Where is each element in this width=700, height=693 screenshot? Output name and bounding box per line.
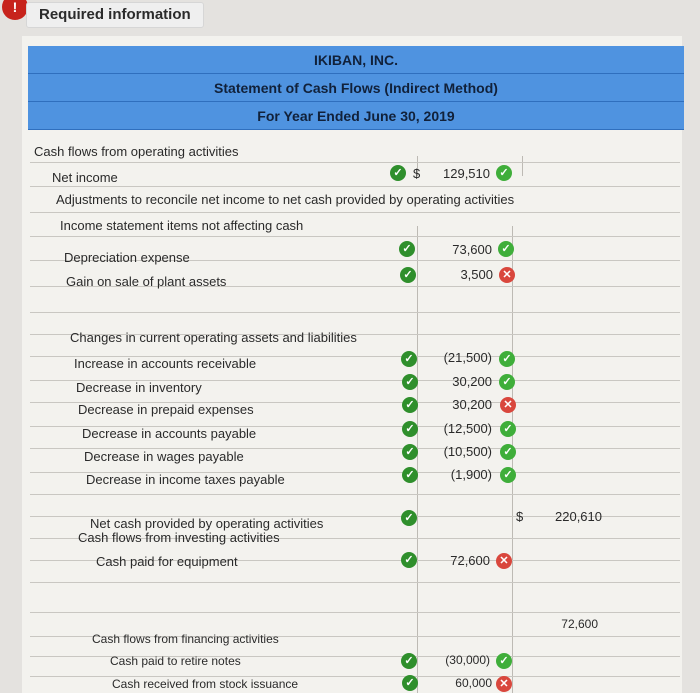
table-row	[30, 286, 680, 313]
table-row	[30, 236, 680, 265]
check-icon: ✓	[499, 374, 515, 390]
check-icon: ✓	[500, 467, 516, 483]
financing-section-title: Cash flows from financing activities	[92, 632, 279, 646]
check-icon: ✓	[498, 241, 514, 257]
wages-value[interactable]: (10,500)	[443, 444, 492, 459]
net-income-value[interactable]: 129,510	[443, 166, 490, 181]
net-income-dollar: $	[413, 166, 421, 181]
check-icon: ✓	[401, 351, 417, 367]
check-icon: ✓	[400, 267, 416, 283]
changes-label: Changes in current operating assets and liabilities	[70, 330, 357, 345]
stock-issuance-value[interactable]: 60,000	[455, 676, 492, 690]
statement-period: For Year Ended June 30, 2019	[28, 102, 684, 130]
check-icon: ✓	[399, 241, 415, 257]
table-row	[30, 260, 680, 287]
table-row	[30, 162, 680, 187]
equipment-label: Cash paid for equipment	[96, 554, 238, 569]
depreciation-value[interactable]: 73,600	[452, 242, 492, 257]
net-operating-label: Net cash provided by operating activities	[90, 516, 324, 531]
check-icon: ✓	[496, 165, 512, 181]
check-icon: ✓	[402, 421, 418, 437]
check-icon: ✓	[499, 351, 515, 367]
check-icon: ✓	[496, 653, 512, 669]
wages-label: Decrease in wages payable	[84, 449, 244, 464]
table-row	[30, 397, 680, 427]
retire-notes-value[interactable]: (30,000)	[445, 653, 490, 667]
table-row	[30, 374, 680, 403]
operating-section-title: Cash flows from operating activities	[34, 144, 239, 159]
retire-notes-label: Cash paid to retire notes	[110, 654, 241, 668]
table-row	[30, 140, 680, 163]
net-operating-value[interactable]: 220,610	[555, 509, 602, 524]
check-icon: ✓	[401, 552, 417, 568]
table-row	[30, 330, 680, 357]
gain-label: Gain on sale of plant assets	[66, 274, 227, 289]
table-row	[30, 186, 680, 213]
x-icon: ✕	[496, 676, 512, 692]
required-info-banner	[0, 0, 700, 40]
alert-icon: !	[2, 0, 28, 20]
check-icon: ✓	[401, 653, 417, 669]
equipment-value[interactable]: 72,600	[450, 553, 490, 568]
income-items-label: Income statement items not affecting cash	[60, 218, 304, 233]
check-icon: ✓	[500, 444, 516, 460]
x-icon: ✕	[496, 553, 512, 569]
statement-title: Statement of Cash Flows (Indirect Method)	[28, 74, 684, 102]
table-row	[30, 212, 680, 237]
x-icon: ✕	[499, 267, 515, 283]
net-operating-dollar: $	[516, 509, 524, 524]
table-row	[30, 467, 680, 495]
investing-total[interactable]: 72,600	[561, 617, 598, 631]
check-icon: ✓	[390, 165, 406, 181]
ap-value[interactable]: (12,500)	[443, 421, 492, 436]
prepaid-value[interactable]: 30,200	[452, 397, 492, 412]
adjustments-label: Adjustments to reconcile net income to net cash provided by operating activities	[56, 192, 515, 207]
inventory-value[interactable]: 30,200	[452, 374, 492, 389]
check-icon: ✓	[402, 467, 418, 483]
table-row	[30, 553, 680, 583]
check-icon: ✓	[402, 397, 418, 413]
check-icon: ✓	[401, 510, 417, 526]
table-row	[30, 582, 680, 613]
check-icon: ✓	[402, 675, 418, 691]
check-icon: ✓	[402, 444, 418, 460]
table-row	[30, 444, 680, 473]
tax-label: Decrease in income taxes payable	[86, 472, 285, 487]
company-name: IKIBAN, INC.	[28, 46, 684, 74]
table-row	[30, 653, 680, 677]
ar-value[interactable]: (21,500)	[443, 350, 492, 365]
required-info-label: Required information	[26, 2, 204, 28]
ar-label: Increase in accounts receivable	[74, 356, 257, 371]
depreciation-label: Depreciation expense	[64, 250, 190, 265]
ap-label: Decrease in accounts payable	[82, 426, 257, 441]
investing-section-title: Cash flows from investing activities	[78, 530, 280, 545]
check-icon: ✓	[500, 421, 516, 437]
check-icon: ✓	[402, 374, 418, 390]
x-icon: ✕	[500, 397, 516, 413]
prepaid-label: Decrease in prepaid expenses	[78, 402, 254, 417]
gain-value[interactable]: 3,500	[460, 267, 493, 282]
table-row	[30, 350, 680, 381]
table-row	[30, 421, 680, 449]
inventory-label: Decrease in inventory	[76, 380, 202, 395]
cash-flow-statement	[22, 36, 682, 693]
net-income-label: Net income	[52, 170, 118, 185]
stock-issuance-label: Cash received from stock issuance	[112, 677, 299, 691]
tax-value[interactable]: (1,900)	[450, 467, 492, 482]
table-row	[30, 676, 680, 692]
